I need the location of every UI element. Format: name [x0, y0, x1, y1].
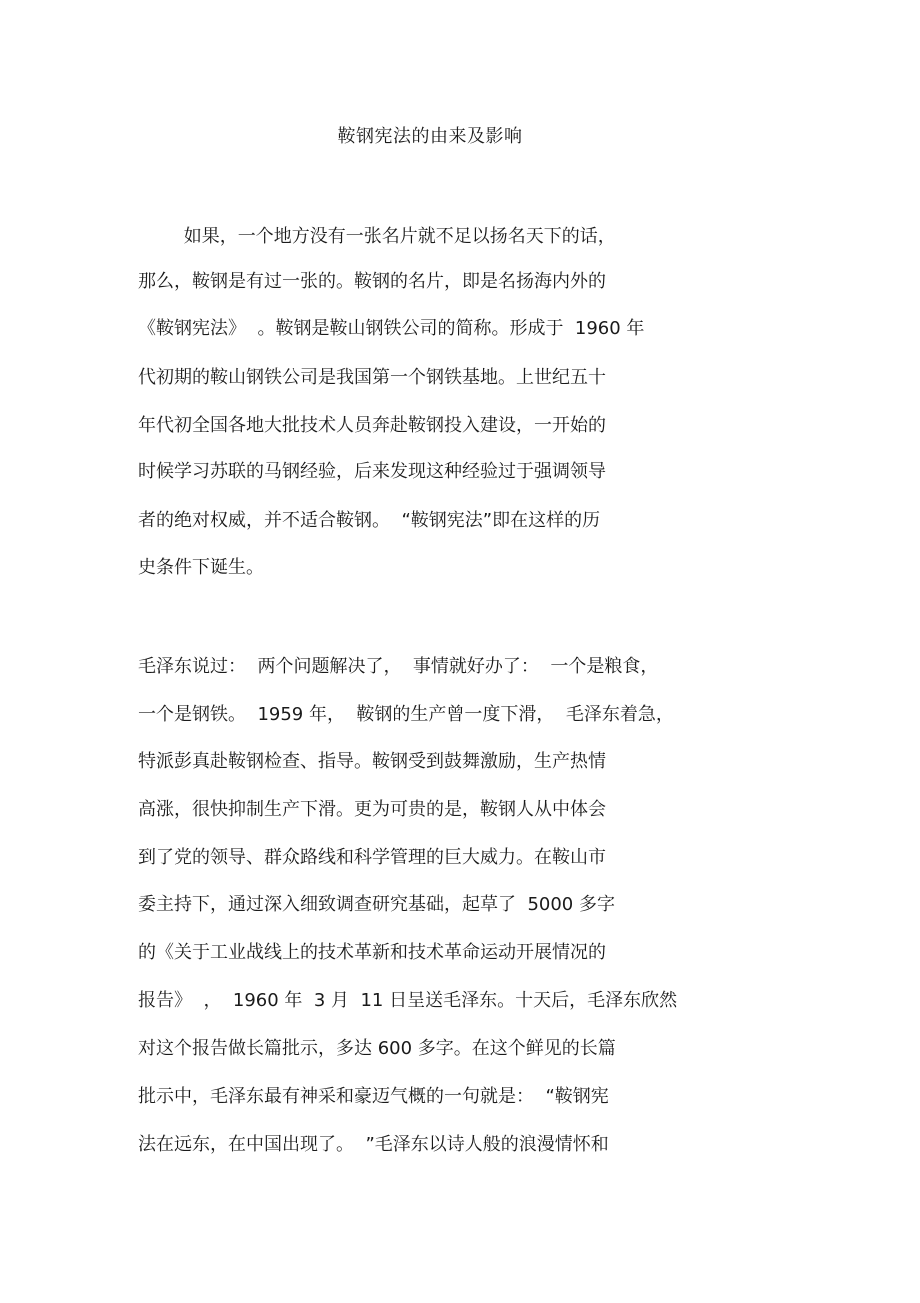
paragraph-2-line-1: 毛泽东说过： 两个问题解决了， 事情就好办了： 一个是粮食，	[138, 656, 659, 677]
paragraph-2-line-10: 批示中，毛泽东最有神采和豪迈气概的一句就是： “鞍钢宪	[138, 1086, 609, 1107]
paragraph-2-line-5: 到了党的领导、群众路线和科学管理的巨大威力。在鞍山市	[138, 847, 606, 868]
paragraph-1-line-6: 时候学习苏联的马钢经验，后来发现这种经验过于强调领导	[138, 461, 606, 482]
paragraph-2-line-8: 报告》 ， 1960 年 3 月 11 日呈送毛泽东。十天后，毛泽东欣然	[138, 990, 678, 1011]
paragraph-2-line-6: 委主持下，通过深入细致调查研究基础，起草了 5000 多字	[138, 894, 615, 915]
paragraph-1-line-7: 者的绝对权威，并不适合鞍钢。 “鞍钢宪法”即在这样的历	[138, 510, 601, 531]
paragraph-1-line-3: 《鞍钢宪法》 。鞍钢是鞍山钢铁公司的简称。形成于 1960 年	[138, 318, 645, 339]
paragraph-1-line-5: 年代初全国各地大批技术人员奔赴鞍钢投入建设，一开始的	[138, 415, 606, 436]
paragraph-1-line-1: 如果，一个地方没有一张名片就不足以扬名天下的话，	[138, 226, 616, 247]
document-title: 鞍钢宪法的由来及影响	[337, 126, 523, 147]
paragraph-2-line-4: 高涨，很快抑制生产下滑。更为可贵的是，鞍钢人从中体会	[138, 799, 606, 820]
paragraph-1-line-2: 那么，鞍钢是有过一张的。鞍钢的名片，即是名扬海内外的	[138, 271, 606, 292]
paragraph-2-line-3: 特派彭真赴鞍钢检查、指导。鞍钢受到鼓舞激励，生产热情	[138, 751, 606, 772]
paragraph-2-line-7: 的《关于工业战线上的技术革新和技术革命运动开展情况的	[138, 942, 606, 963]
paragraph-2-line-2: 一个是钢铁。 1959 年， 鞍钢的生产曾一度下滑， 毛泽东着急，	[138, 704, 674, 725]
paragraph-2-line-9: 对这个报告做长篇批示，多达 600 多字。在这个鲜见的长篇	[138, 1038, 616, 1059]
paragraph-1-line-4: 代初期的鞍山钢铁公司是我国第一个钢铁基地。上世纪五十	[138, 367, 606, 388]
paragraph-2-line-11: 法在远东，在中国出现了。 ”毛泽东以诗人般的浪漫情怀和	[138, 1134, 609, 1155]
paragraph-1-line-8: 史条件下诞生。	[138, 557, 264, 578]
